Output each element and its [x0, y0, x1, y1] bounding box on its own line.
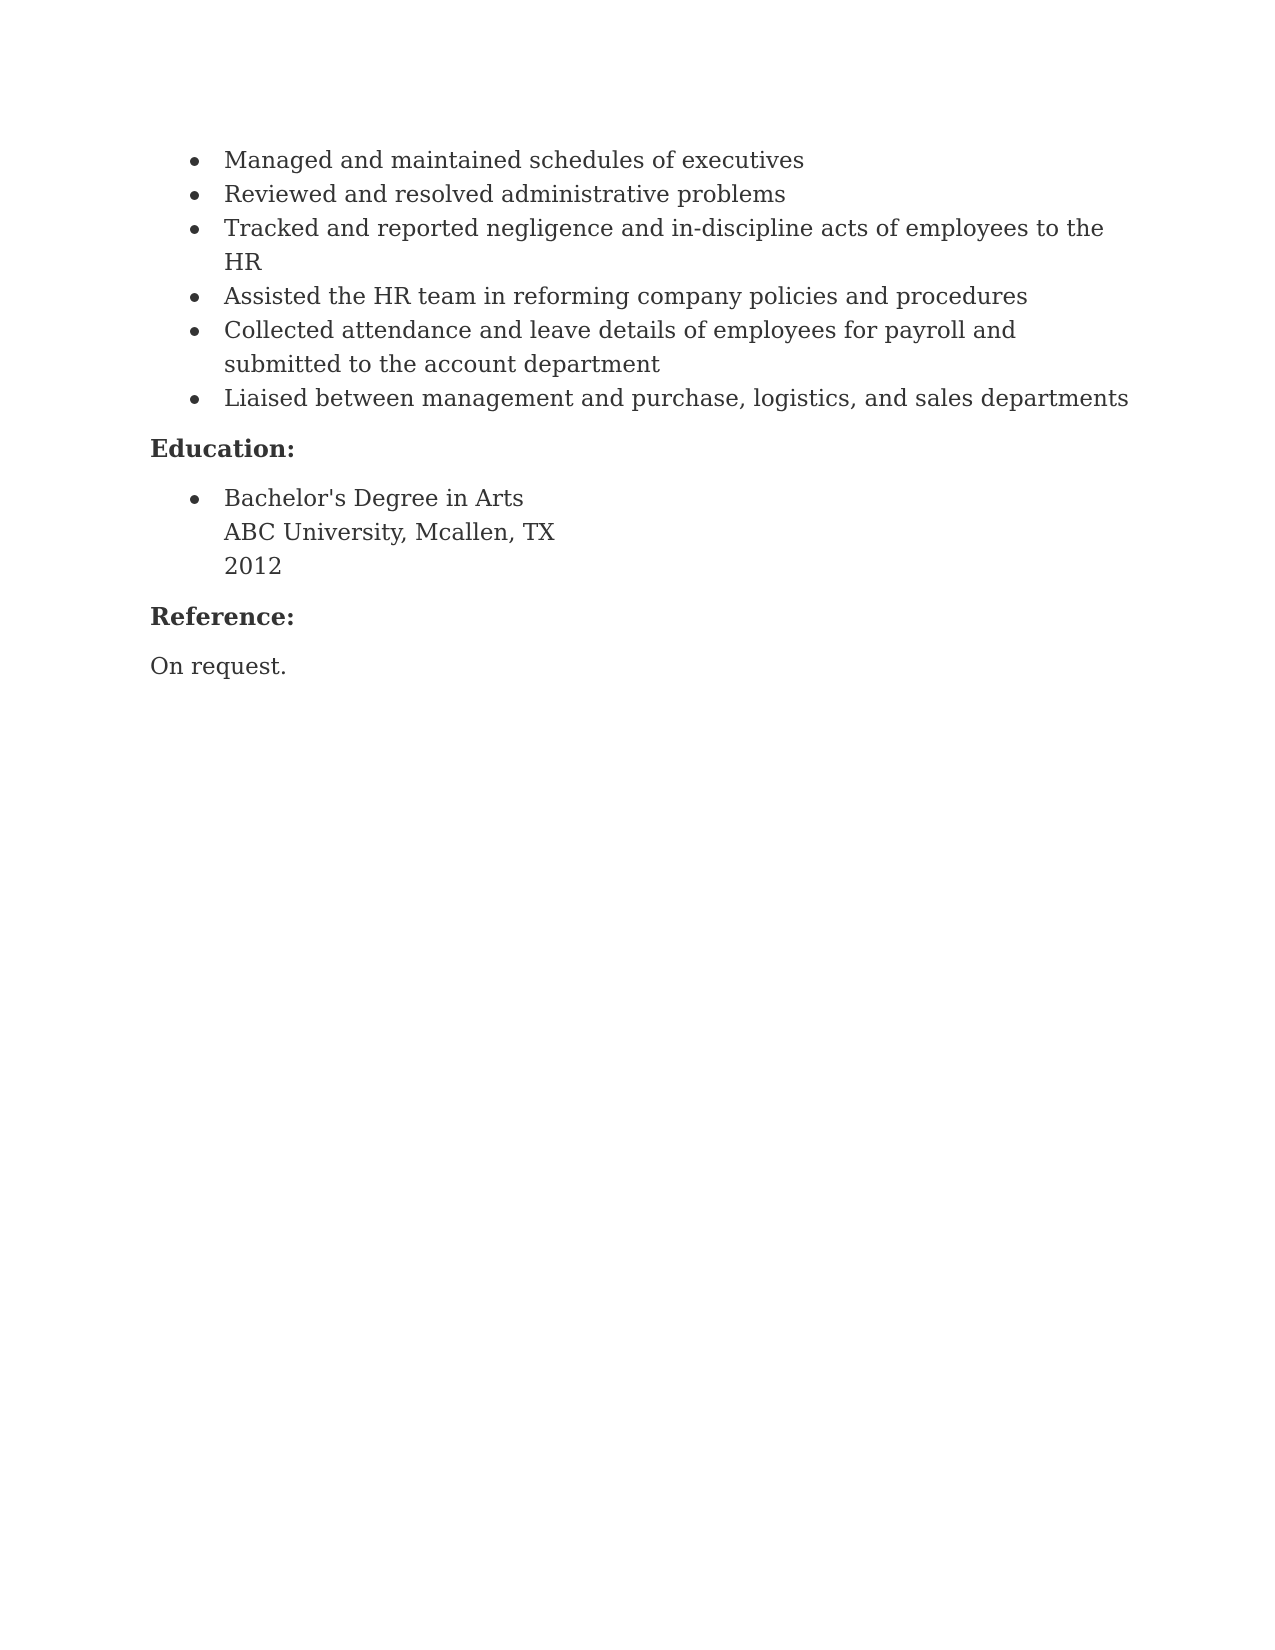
list-item — [150, 482, 1130, 584]
bullet-icon — [190, 191, 199, 200]
bullet-icon — [190, 495, 199, 504]
bullet-icon — [190, 157, 199, 166]
bullet-icon — [190, 395, 199, 404]
experience-bullet-text: Liaised between management and purchase, logistics, and sales departments — [224, 386, 1129, 412]
experience-list — [150, 144, 1130, 416]
experience-bullet-text: Collected attendance and leave details of employees for payroll and submitted to the account department — [224, 318, 1017, 378]
experience-bullet-text: Reviewed and resolved administrative problems — [224, 182, 786, 208]
reference-text: On request. — [150, 654, 288, 680]
bullet-icon — [190, 225, 199, 234]
list-item — [150, 314, 1130, 382]
education-list — [150, 482, 1130, 584]
list-item — [150, 144, 1130, 178]
education-degree: Bachelor's Degree in Arts — [224, 486, 524, 512]
list-item — [150, 212, 1130, 280]
experience-bullet-text: Assisted the HR team in reforming company policies and procedures — [224, 284, 1028, 310]
list-item — [150, 280, 1130, 314]
reference-heading: Reference: — [150, 602, 295, 631]
education-school: ABC University, Mcallen, TX — [224, 520, 555, 546]
experience-bullet-text: Managed and maintained schedules of executives — [224, 148, 805, 174]
list-item — [150, 178, 1130, 212]
bullet-icon — [190, 327, 199, 336]
experience-bullet-text: Tracked and reported negligence and in-discipline acts of employees to the HR — [224, 216, 1105, 276]
bullet-icon — [190, 293, 199, 302]
education-year: 2012 — [224, 554, 283, 580]
education-heading: Education: — [150, 434, 296, 463]
list-item — [150, 382, 1130, 416]
resume-content — [150, 144, 1130, 684]
